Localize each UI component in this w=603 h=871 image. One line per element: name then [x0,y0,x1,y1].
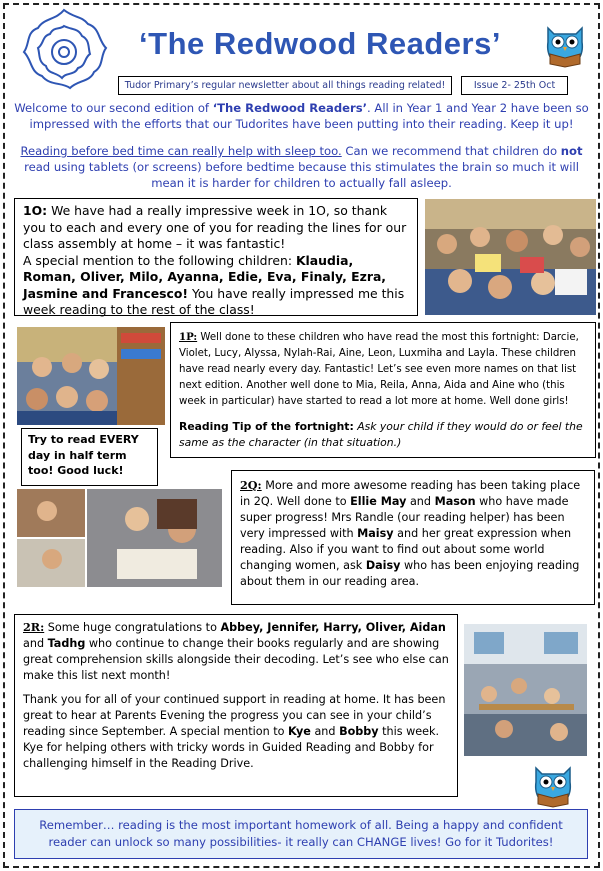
class-2q-text3: who have made super progress! Mrs Randle (our reading helper) has been very impressed with [240,495,569,540]
sleep-pre: Can we recommend that children do [341,144,561,158]
class-1o-heading: 1O: [23,203,48,218]
classroom-reading-photo [425,199,596,315]
class-1p-heading: 1P: [179,331,198,343]
class-2r-text3: who continue to change their books regularly and are showing great comprehension skills alongside their decoding. Let’s see who else can make this list next month! [23,637,449,682]
class-1p-text: Well done to these children who have read the most this fortnight: Darcie, Violet, Lucy, Alyssa, Nylah-Rai, Aine, Leon, Luxmiha and Layla. These children have read nearly every day. Fantastic! Let’s see even more names on that list next edition. Another well done to Mia, Reila, Anna, Aida and Aine who (this week in particular) have started to read a lot more at home. Well done girls! [179,332,579,407]
class-2r-names: Abbey, Jennifer, Harry, Oliver, Aidan [220,621,446,634]
class-2r-box [14,614,458,797]
class-2r-para2c: this week. Kye for helping others with tricky words in Guided Reading and Bobby for challenging himself in the Reading Drive. [23,725,440,770]
class-1o-text1: We have had a really impressive week in 1O, so thank you to each and every one of you for reading the lines for our class assembly at home – it was fantastic! [23,203,407,251]
class-2q-name3: Maisy [357,527,394,540]
class-2q-name2: Mason [434,495,476,508]
intro-paragraph [14,100,589,132]
library-children-photo [17,327,165,425]
class-2r-name-last: Tadhg [47,637,86,650]
owl-reading-icon [528,760,578,810]
class-2q-box [231,470,595,605]
sleep-post: read using tablets (or screens) before bedtime because this stimulates the brain so much it will mean it is harder for children to actually fall asleep. [24,160,579,190]
class-2r-para2b: and [310,725,340,738]
class-2r-para2a: Thank you for all of your continued support in reading at home. It has been great to hear at Parents Evening the progress you can see in your child’s reading since September. A special mention to [23,693,446,738]
intro-post: . All in Year 1 and Year 2 have been so impressed with the efforts that our Tudorites have been putting into their reading. Keep it up! [29,101,589,131]
reading-tip-text: Ask your child if they would do or feel the same as the character (in that situation.) [179,420,583,449]
tudor-rose-logo [18,6,110,94]
class-2q-text5: who has been enjoying reading about them in our reading area. [240,559,580,588]
group-reading-photo-collage [17,489,222,587]
class-2r-text2: and [23,637,48,650]
class-2q-text2: and [406,495,435,508]
class-2r-bobby: Bobby [339,725,379,738]
reading-tip-label: Reading Tip of the fortnight: [179,420,354,433]
class-2r-heading: 2R: [23,620,45,634]
intro-title-ref: ‘The Redwood Readers’ [212,101,368,115]
class-1o-text2: A special mention to the following children: [23,252,296,268]
issue-label: Issue 2- 25th Oct [461,76,568,95]
newsletter-subtitle: Tudor Primary’s regular newsletter about all things reading related! [118,76,452,95]
intro-pre: Welcome to our second edition of [14,101,213,115]
class-2q-name1: Ellie May [350,495,407,508]
sleep-paragraph [14,143,589,191]
class-2r-kye: Kye [288,725,311,738]
class-1p-box [170,322,596,458]
class-2q-name4: Daisy [365,559,401,572]
class-1o-box [14,198,418,316]
half-term-tip-box: Try to read EVERY day in half term too! Good luck! [21,428,158,486]
class-2r-text1: Some huge congratulations to [44,621,221,634]
newsletter-title: ‘The Redwood Readers’ [139,26,501,61]
class-2q-text1: More and more awesome reading has been taking place in 2Q. Well done to [240,479,581,508]
class-2q-heading: 2Q: [240,478,262,492]
sleep-headline: Reading before bed time can really help with sleep too. [20,144,342,158]
class-2q-text4: and her great expression when reading. Also if you want to find out about some world changing women, ask [240,527,572,572]
closing-message-box: Remember… reading is the most important homework of all. Being a happy and confident reader can unlock so many possibilities- it really can CHANGE lives! Go for it Tudorites! [14,809,588,859]
class-1o-names: Klaudia, Roman, Oliver, Milo, Ayanna, Edie, Eva, Finaly, Ezra, Jasmine and Francesco! [23,252,387,301]
classroom-overview-photo [464,624,587,756]
class-1o-text3: You have really impressed me this week reading to the rest of the class! [23,285,405,317]
owl-reading-icon [540,20,590,70]
sleep-bold: not [560,144,583,158]
